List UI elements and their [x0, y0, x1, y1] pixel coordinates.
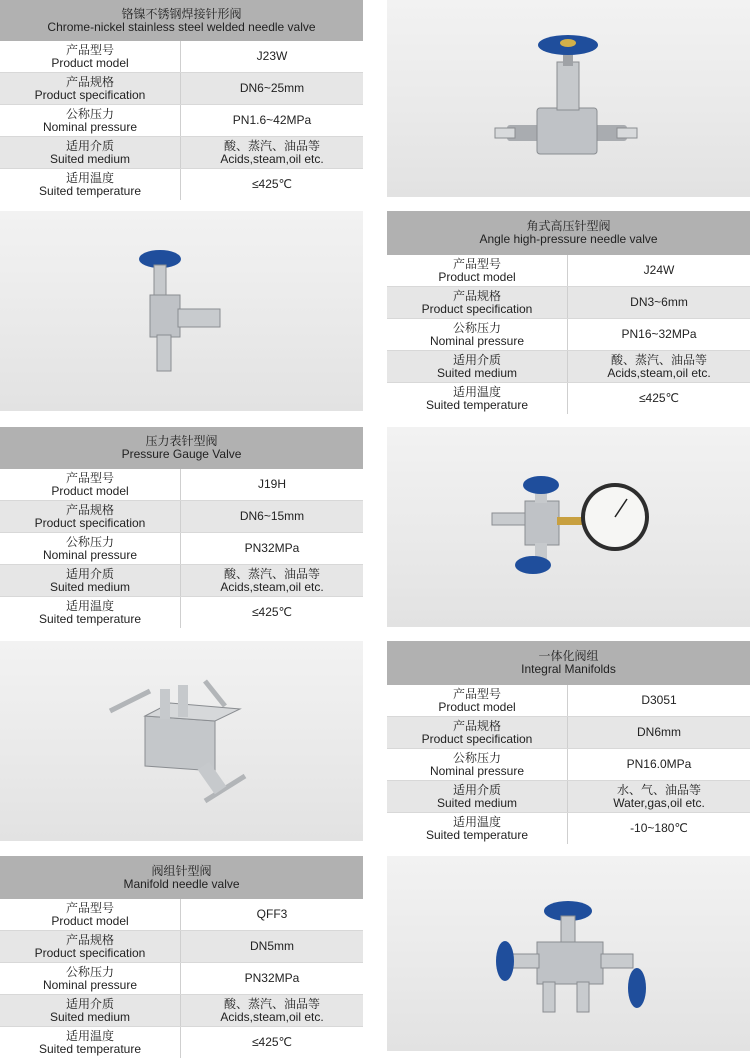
label-cn: 适用温度: [65, 599, 114, 613]
temperature-value: ≤425℃: [638, 391, 680, 406]
model-value: J24W: [643, 263, 675, 278]
title-en: Pressure Gauge Valve: [121, 447, 242, 461]
label-cn: 产品规格: [65, 503, 114, 517]
label-cn: 产品型号: [65, 471, 114, 485]
row-pressure: [0, 533, 363, 565]
spec-value: DN6mm: [637, 725, 681, 740]
label-en: Product specification: [421, 301, 533, 316]
label-cn: 产品规格: [452, 719, 501, 733]
label-en: Product specification: [34, 945, 146, 960]
label-en: Product specification: [421, 731, 533, 746]
spec-table-j23w: [0, 0, 363, 200]
label-en: Suited temperature: [425, 397, 529, 412]
label-cn: 适用介质: [65, 567, 114, 581]
label-en: Product model: [438, 269, 516, 284]
row-medium: [0, 137, 363, 169]
spec-table-d3051: [387, 641, 750, 844]
label-cn: 公称压力: [452, 751, 501, 765]
label-en: Product model: [51, 483, 129, 498]
temperature-value: ≤425℃: [251, 605, 293, 620]
title-en: Chrome-nickel stainless steel welded needle valve: [47, 19, 316, 34]
row-spec: [0, 931, 363, 963]
title-en: Angle high-pressure needle valve: [479, 232, 658, 246]
spec-table-qff3: [0, 856, 363, 1058]
label-cn: 适用介质: [65, 139, 114, 153]
medium-value-cn: 水、气、油品等: [616, 783, 701, 797]
row-model: [387, 685, 750, 717]
medium-value-en: Acids,steam,oil etc.: [220, 579, 324, 594]
medium-value-cn: 酸、蒸汽、油品等: [223, 567, 320, 581]
label-en: Nominal pressure: [42, 977, 138, 992]
label-cn: 适用介质: [452, 353, 501, 367]
row-medium: [387, 351, 750, 383]
label-en: Nominal pressure: [42, 547, 138, 562]
product-photo-qff3: [387, 856, 750, 1051]
label-en: Product specification: [34, 515, 146, 530]
label-cn: 适用介质: [65, 997, 114, 1011]
row-spec: [387, 287, 750, 319]
label-en: Product model: [51, 913, 129, 928]
label-en: Suited medium: [49, 1009, 131, 1024]
temperature-value: ≤425℃: [251, 1035, 293, 1050]
row-pressure: [0, 105, 363, 137]
label-en: Nominal pressure: [429, 763, 525, 778]
pressure-value: PN16~32MPa: [621, 327, 697, 342]
label-en: Suited medium: [436, 365, 518, 380]
label-en: Product model: [51, 55, 129, 70]
label-cn: 适用温度: [452, 815, 501, 829]
label-cn: 产品规格: [65, 933, 114, 947]
label-en: Suited temperature: [425, 827, 529, 842]
model-value: QFF3: [256, 907, 288, 922]
label-en: Suited temperature: [38, 611, 142, 626]
product-photo-d3051: [0, 641, 363, 841]
label-cn: 适用温度: [452, 385, 501, 399]
medium-value-en: Acids,steam,oil etc.: [220, 1009, 324, 1024]
integral-manifold-image: [0, 641, 363, 841]
label-en: Nominal pressure: [42, 119, 138, 134]
row-medium: [0, 995, 363, 1027]
label-en: Nominal pressure: [429, 333, 525, 348]
temperature-value: ≤425℃: [251, 177, 293, 192]
pressure-value: PN16.0MPa: [626, 757, 692, 772]
spec-table-j19h: [0, 427, 363, 628]
pressure-value: PN32MPa: [244, 971, 300, 986]
label-cn: 产品型号: [452, 257, 501, 271]
label-en: Product model: [438, 699, 516, 714]
label-en: Product specification: [34, 87, 146, 102]
label-cn: 公称压力: [65, 107, 114, 121]
title-cn: 一体化阀组: [538, 649, 599, 663]
medium-value-cn: 酸、蒸汽、油品等: [610, 353, 707, 367]
row-spec: [0, 501, 363, 533]
medium-value-cn: 酸、蒸汽、油品等: [223, 997, 320, 1011]
product-photo-j19h: [387, 427, 750, 627]
model-value: D3051: [641, 693, 677, 708]
spec-value: DN3~6mm: [630, 295, 688, 310]
product-photo-j24w: [0, 211, 363, 411]
label-cn: 适用温度: [65, 171, 114, 185]
row-temperature: [387, 813, 750, 844]
label-en: Suited medium: [49, 151, 131, 166]
label-cn: 适用温度: [65, 1029, 114, 1043]
medium-value-cn: 酸、蒸汽、油品等: [223, 139, 320, 153]
label-cn: 公称压力: [452, 321, 501, 335]
title-en: Manifold needle valve: [123, 876, 240, 891]
manifold-needle-valve-image: [387, 856, 750, 1051]
table-header: [0, 856, 363, 899]
label-cn: 产品规格: [65, 75, 114, 89]
row-model: [0, 469, 363, 501]
title-cn: 压力表针型阀: [145, 434, 218, 448]
medium-value-en: Acids,steam,oil etc.: [220, 151, 324, 166]
row-spec: [387, 717, 750, 749]
row-model: [0, 41, 363, 73]
label-en: Suited medium: [436, 795, 518, 810]
table-header: [0, 0, 363, 41]
spec-value: DN6~25mm: [239, 81, 305, 96]
pressure-value: PN1.6~42MPa: [232, 113, 312, 128]
title-cn: 阀组针型阀: [151, 863, 212, 878]
label-cn: 产品型号: [65, 43, 114, 57]
row-pressure: [387, 749, 750, 781]
label-cn: 公称压力: [65, 535, 114, 549]
row-pressure: [0, 963, 363, 995]
spec-table-j24w: [387, 211, 750, 414]
spec-value: DN6~15mm: [239, 509, 305, 524]
row-medium: [387, 781, 750, 813]
label-cn: 产品规格: [452, 289, 501, 303]
label-en: Suited temperature: [38, 1041, 142, 1056]
label-cn: 适用介质: [452, 783, 501, 797]
label-cn: 公称压力: [65, 965, 114, 979]
row-pressure: [387, 319, 750, 351]
title-cn: 铬镍不锈钢焊接针形阀: [121, 6, 242, 21]
angle-needle-valve-image: [0, 211, 363, 411]
row-model: [387, 255, 750, 287]
medium-value-en: Water,gas,oil etc.: [613, 795, 705, 810]
table-header: [0, 427, 363, 469]
row-temperature: [0, 1027, 363, 1058]
title-en: Integral Manifolds: [521, 662, 616, 676]
product-photo-j23w: [387, 0, 750, 197]
table-header: [387, 641, 750, 685]
table-header: [387, 211, 750, 255]
label-cn: 产品型号: [65, 901, 114, 915]
row-temperature: [0, 597, 363, 628]
row-spec: [0, 73, 363, 105]
pressure-value: PN32MPa: [244, 541, 300, 556]
pressure-gauge-valve-image: [387, 427, 750, 627]
row-temperature: [387, 383, 750, 414]
row-temperature: [0, 169, 363, 200]
row-model: [0, 899, 363, 931]
model-value: J19H: [257, 477, 286, 492]
label-cn: 产品型号: [452, 687, 501, 701]
spec-value: DN5mm: [250, 939, 294, 954]
title-cn: 角式高压针型阀: [526, 219, 611, 233]
medium-value-en: Acids,steam,oil etc.: [607, 365, 711, 380]
label-en: Suited temperature: [38, 183, 142, 198]
temperature-value: -10~180℃: [630, 821, 688, 836]
row-medium: [0, 565, 363, 597]
label-en: Suited medium: [49, 579, 131, 594]
welded-needle-valve-image: [387, 0, 750, 197]
model-value: J23W: [256, 49, 288, 64]
